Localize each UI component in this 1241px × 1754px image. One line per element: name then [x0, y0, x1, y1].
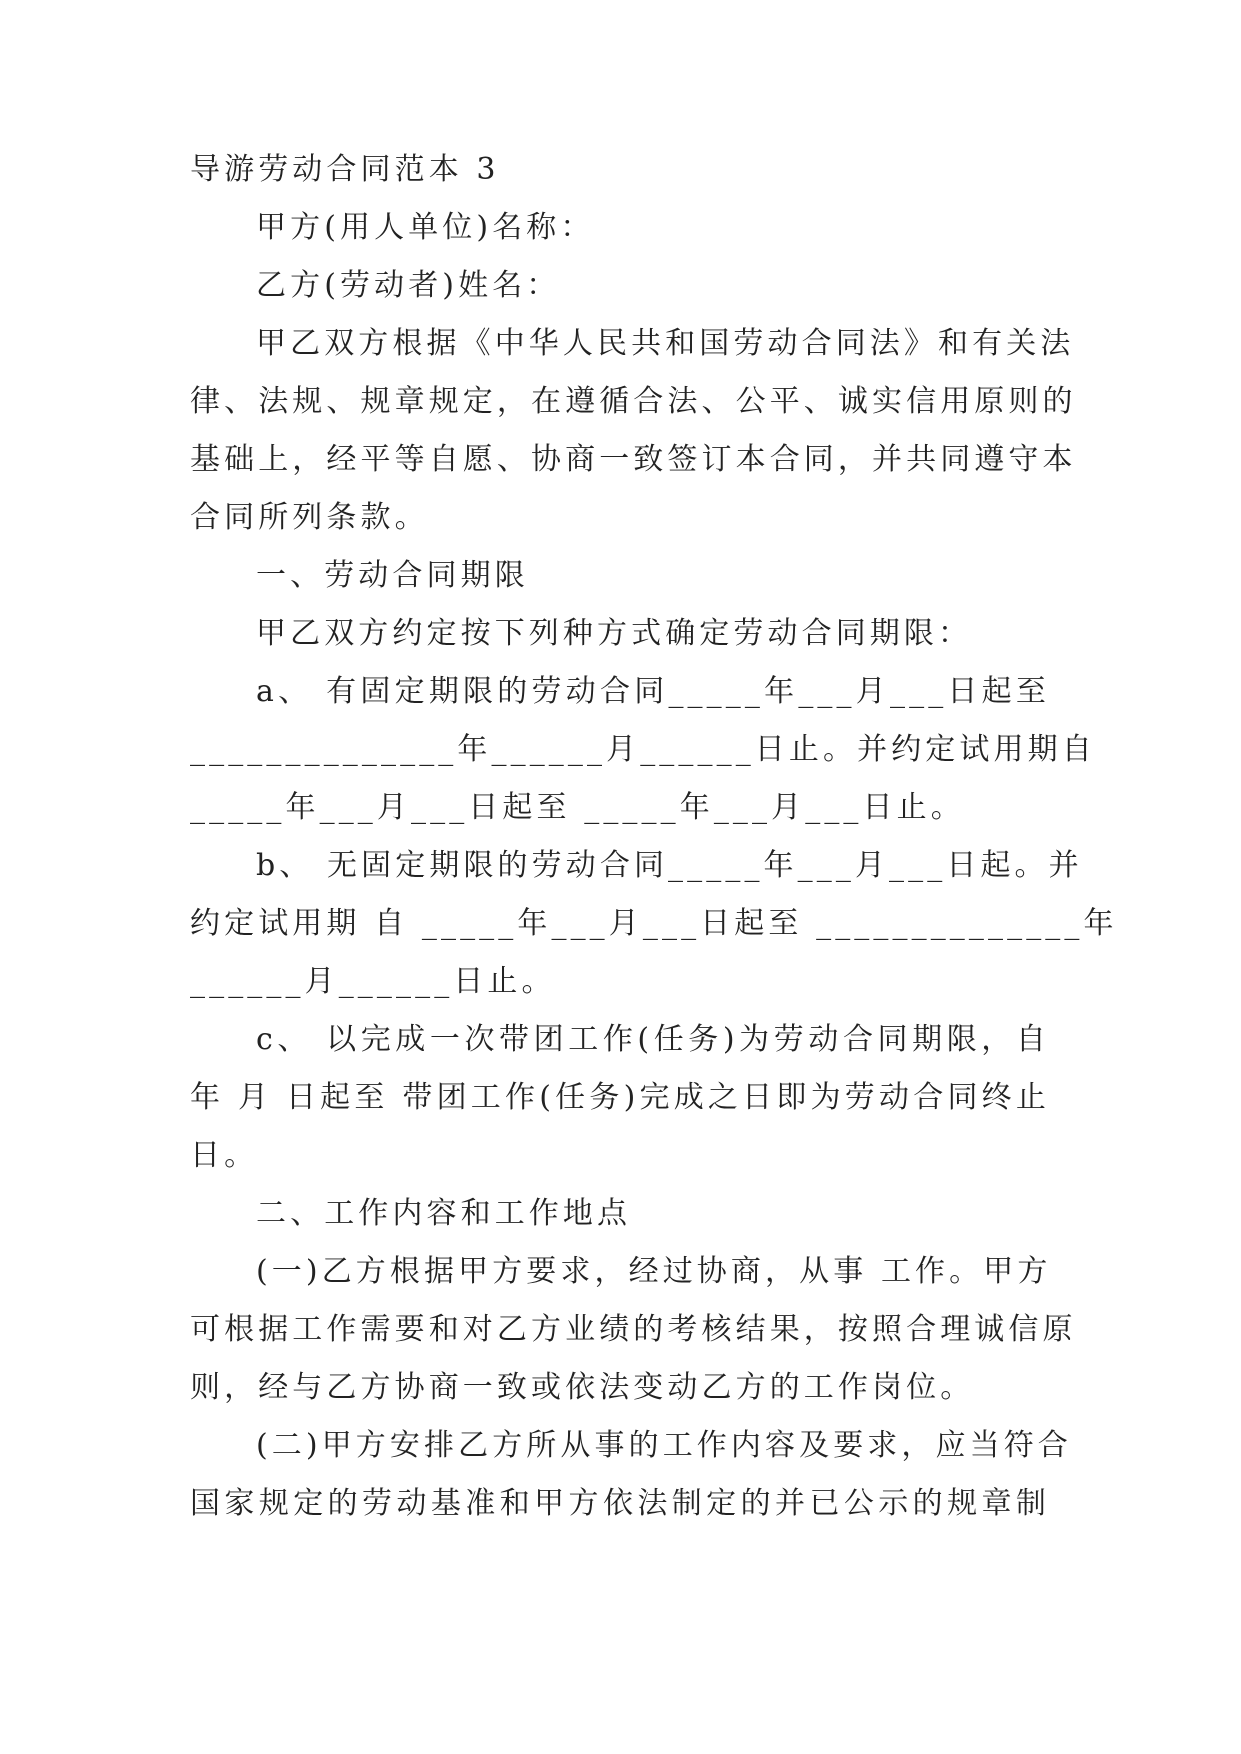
paragraph-line: 律、法规、规章规定，在遵循合法、公平、诚实信用原则的 [190, 384, 1077, 419]
paragraph-line: 甲乙双方约定按下列种方式确定劳动合同期限： [256, 616, 973, 651]
party-a-line: 甲方(用人单位)名称： [256, 210, 595, 245]
paragraph-line: 则，经与乙方协商一致或依法变动乙方的工作岗位。 [190, 1370, 975, 1405]
clause-line: ______________年______月______日止。并约定试用期自 [190, 732, 1096, 767]
paragraph-line: (二)甲方安排乙方所从事的工作内容及要求，应当符合 [256, 1428, 1072, 1463]
clause-line: b、 无固定期限的劳动合同_____年___月___日起。并 [256, 848, 1083, 883]
clause-line: _____年___月___日起至 _____年___月___日止。 [190, 790, 965, 825]
document-title: 导游劳动合同范本 3 [190, 152, 500, 187]
paragraph-line: 可根据工作需要和对乙方业绩的考核结果，按照合理诚信原 [190, 1312, 1077, 1347]
section-heading: 二、工作内容和工作地点 [256, 1196, 632, 1231]
paragraph-line: 甲乙双方根据《中华人民共和国劳动合同法》和有关法 [256, 326, 1075, 361]
paragraph-line: 国家规定的劳动基准和甲方依法制定的并已公示的规章制 [190, 1486, 1050, 1521]
clause-line: a、 有固定期限的劳动合同_____年___月___日起至 [256, 674, 1050, 709]
clause-line: 约定试用期 自 _____年___月___日起至 ______________年 [190, 906, 1118, 941]
clause-line: 日。 [190, 1138, 259, 1173]
clause-line: ______月______日止。 [190, 964, 556, 999]
clause-line: c、 以完成一次带团工作(任务)为劳动合同期限，自 [256, 1022, 1050, 1057]
party-b-line: 乙方(劳动者)姓名： [256, 268, 561, 303]
section-heading: 一、劳动合同期限 [256, 558, 529, 593]
paragraph-line: 基础上，经平等自愿、协商一致签订本合同，并共同遵守本 [190, 442, 1077, 477]
paragraph-line: (一)乙方根据甲方要求，经过协商，从事 工作。甲方 [256, 1254, 1052, 1289]
paragraph-line: 合同所列条款。 [190, 500, 429, 535]
clause-line: 年 月 日起至 带团工作(任务)完成之日即为劳动合同终止 [190, 1080, 1050, 1115]
